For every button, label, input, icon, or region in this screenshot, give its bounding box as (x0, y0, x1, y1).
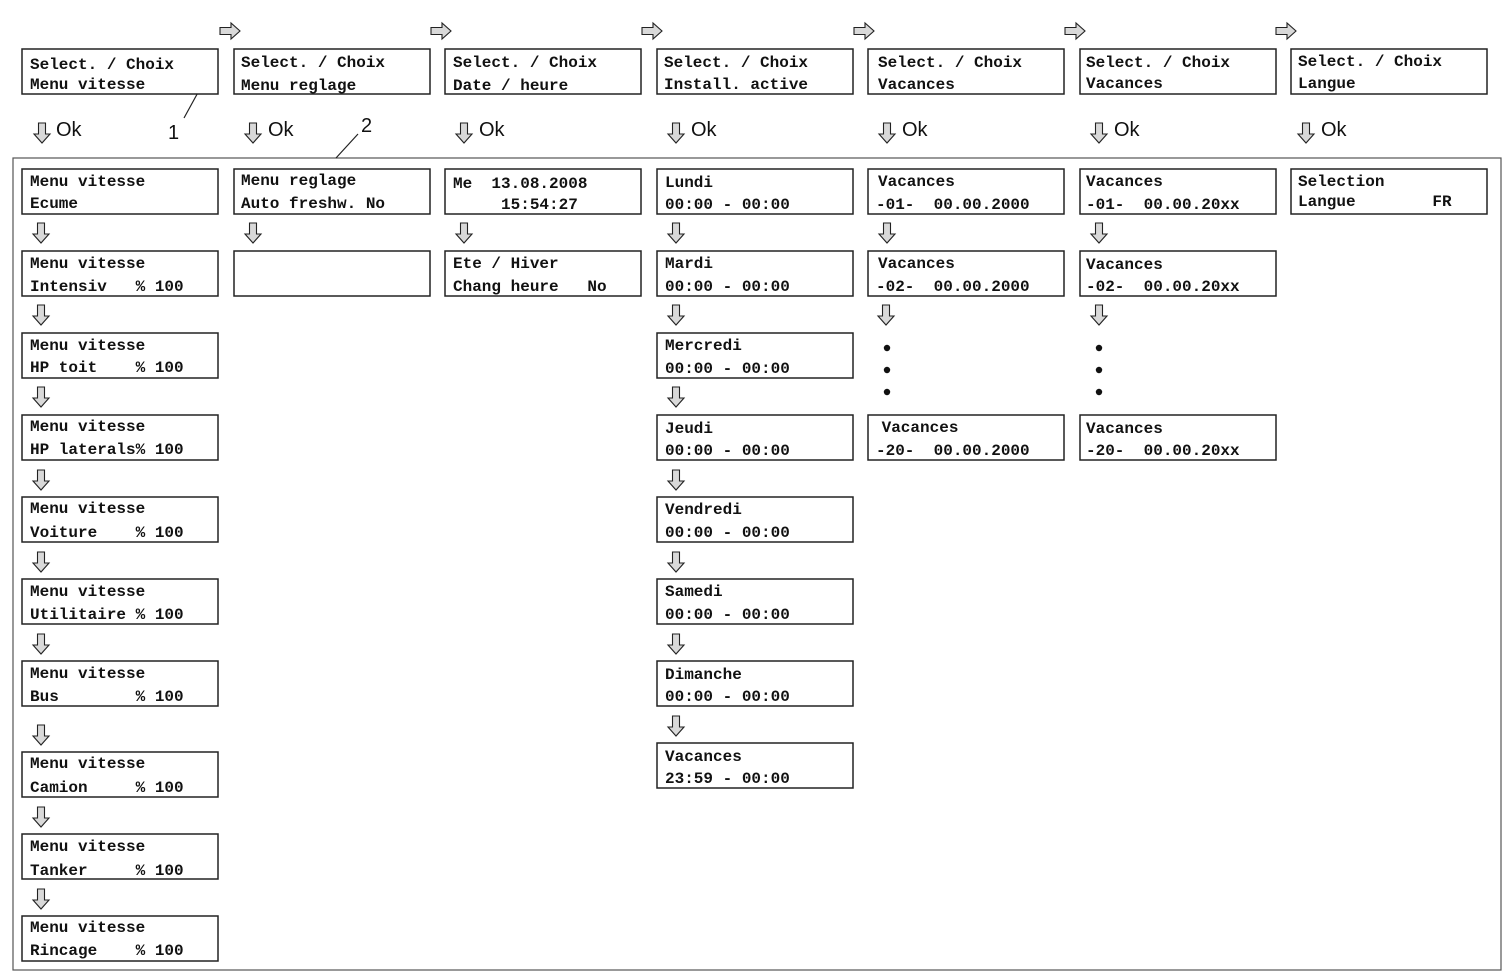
down-arrow-icon (245, 223, 261, 243)
lcd-line-2: Rincage % 100 (30, 942, 184, 960)
lcd-line-2: 00:00 - 00:00 (665, 688, 790, 706)
ok-arrow-icon (879, 123, 895, 143)
lcd-line-2: 15:54:27 (453, 196, 578, 214)
lcd-line-1: Menu vitesse (30, 500, 146, 518)
header-line-2: Vacances (878, 76, 955, 94)
down-arrow-icon (33, 305, 49, 325)
header-line-1: Select. / Choix (664, 54, 809, 72)
lcd-line-2: 00:00 - 00:00 (665, 278, 790, 296)
callout-1-label: 1 (168, 122, 180, 144)
lcd-line-1: Menu vitesse (30, 173, 146, 191)
lcd-line-1: Vacances (878, 255, 955, 273)
lcd-line-1: Lundi (665, 174, 714, 192)
down-arrow-icon (33, 889, 49, 909)
header-line-1: Select. / Choix (453, 54, 598, 72)
lcd-line-2: Camion % 100 (30, 779, 184, 797)
lcd-line-1: Mardi (665, 255, 714, 273)
down-arrow-icon (33, 470, 49, 490)
lcd-line-2: Utilitaire % 100 (30, 606, 184, 624)
down-arrow-icon (668, 470, 684, 490)
lcd-line-1: Menu vitesse (30, 665, 146, 683)
lcd-line-1: Vendredi (665, 501, 742, 519)
lcd-line-1: Ete / Hiver (453, 255, 559, 273)
lcd-line-2: 00:00 - 00:00 (665, 196, 790, 214)
lcd-line-2: HP laterals% 100 (30, 441, 184, 459)
lcd-line-1: Vacances (872, 419, 959, 437)
lcd-line-1: Menu reglage (241, 172, 357, 190)
ellipsis-dot (1096, 345, 1102, 351)
header-line-1: Select. / Choix (1086, 54, 1231, 72)
down-arrow-icon (668, 387, 684, 407)
lcd-line-2: Ecume (30, 195, 79, 213)
ellipsis-dot (884, 389, 890, 395)
lcd-line-1: Menu vitesse (30, 255, 146, 273)
down-arrow-icon (456, 223, 472, 243)
down-arrow-icon (668, 634, 684, 654)
lcd-line-1: Vacances (1086, 173, 1163, 191)
ok-label: Ok (56, 119, 82, 141)
ok-arrow-icon (1298, 123, 1314, 143)
lcd-box-empty (234, 251, 430, 296)
column-holidays-b (1080, 49, 1276, 460)
lcd-line-2: 00:00 - 00:00 (665, 606, 790, 624)
header-line-1: Select. / Choix (1298, 53, 1443, 71)
lcd-line-1: Menu vitesse (30, 583, 146, 601)
ok-arrow-icon (1091, 123, 1107, 143)
ok-arrow-icon (245, 123, 261, 143)
column-language (1291, 49, 1487, 214)
lcd-line-1: Vacances (878, 173, 955, 191)
lcd-line-2: HP toit % 100 (30, 359, 184, 377)
ok-label: Ok (691, 119, 717, 141)
lcd-line-1: Vacances (1086, 256, 1163, 274)
callout-2-label: 2 (361, 115, 373, 137)
ellipsis-dot (1096, 389, 1102, 395)
header-line-2: Langue (1298, 75, 1356, 93)
lcd-line-2: Auto freshw. No (241, 195, 386, 213)
down-arrow-icon (33, 725, 49, 745)
lcd-line-1: Menu vitesse (30, 337, 146, 355)
lcd-line-2: Bus % 100 (30, 688, 184, 706)
lcd-line-2: -20- 00.00.20xx (1086, 442, 1240, 460)
lcd-line-2: -01- 00.00.2000 (876, 196, 1030, 214)
lcd-line-1: Samedi (665, 583, 723, 601)
lcd-line-1: Menu vitesse (30, 418, 146, 436)
lcd-line-1: Me 13.08.2008 (453, 175, 588, 193)
ellipsis-dot (884, 367, 890, 373)
lcd-line-1: Menu vitesse (30, 755, 146, 773)
next-arrow-icon (1276, 23, 1296, 39)
ok-label: Ok (902, 119, 928, 141)
lcd-line-1: Jeudi (665, 420, 714, 438)
column-holidays-a (868, 49, 1064, 460)
next-arrow-icon (642, 23, 662, 39)
down-arrow-icon (33, 807, 49, 827)
lcd-line-2: 00:00 - 00:00 (665, 360, 790, 378)
down-arrow-icon (668, 223, 684, 243)
lcd-line-2: Chang heure No (453, 278, 607, 296)
down-arrow-icon (33, 223, 49, 243)
column-speed (22, 49, 218, 961)
ok-arrow-icon (34, 123, 50, 143)
header-line-1: Select. / Choix (241, 54, 386, 72)
lcd-line-1: Dimanche (665, 666, 742, 684)
header-line-2: Vacances (1086, 75, 1163, 93)
ellipsis-dot (1096, 367, 1102, 373)
lcd-line-2: -01- 00.00.20xx (1086, 196, 1240, 214)
lcd-line-2: Voiture % 100 (30, 524, 184, 542)
callout-2-leader (336, 134, 358, 158)
down-arrow-icon (879, 223, 895, 243)
down-arrow-icon (1091, 305, 1107, 325)
lcd-line-2: -02- 00.00.2000 (876, 278, 1030, 296)
lcd-line-1: Vacances (1086, 420, 1163, 438)
ok-label: Ok (1321, 119, 1347, 141)
lcd-line-2: 00:00 - 00:00 (665, 524, 790, 542)
header-line-1: Select. / Choix (30, 56, 175, 74)
down-arrow-icon (668, 716, 684, 736)
lcd-line-1: Menu vitesse (30, 838, 146, 856)
lcd-line-1: Selection (1298, 173, 1385, 191)
down-arrow-icon (878, 305, 894, 325)
next-arrow-icon (1065, 23, 1085, 39)
down-arrow-icon (33, 387, 49, 407)
next-arrow-icon (431, 23, 451, 39)
column-settings (234, 49, 430, 296)
header-line-1: Select. / Choix (878, 54, 1023, 72)
down-arrow-icon (668, 305, 684, 325)
lcd-line-2: Tanker % 100 (30, 862, 184, 880)
ellipsis-dot (884, 345, 890, 351)
ok-label: Ok (268, 119, 294, 141)
lcd-line-2: 00:00 - 00:00 (665, 442, 790, 460)
header-line-2: Menu vitesse (30, 76, 146, 94)
lcd-line-2: -02- 00.00.20xx (1086, 278, 1240, 296)
lcd-line-2: Langue FR (1298, 193, 1452, 211)
down-arrow-icon (33, 634, 49, 654)
ok-label: Ok (479, 119, 505, 141)
lcd-line-2: -20- 00.00.2000 (876, 442, 1030, 460)
down-arrow-icon (668, 552, 684, 572)
ok-arrow-icon (456, 123, 472, 143)
lcd-line-1: Vacances (665, 748, 742, 766)
lcd-line-2: Intensiv % 100 (30, 278, 184, 296)
next-arrow-icon (854, 23, 874, 39)
ok-arrow-icon (668, 123, 684, 143)
lcd-line-1: Menu vitesse (30, 919, 146, 937)
next-arrow-icon (220, 23, 240, 39)
header-line-2: Install. active (664, 76, 809, 94)
lcd-line-1: Mercredi (665, 337, 742, 355)
down-arrow-icon (1091, 223, 1107, 243)
ok-label: Ok (1114, 119, 1140, 141)
lcd-line-2: 23:59 - 00:00 (665, 770, 790, 788)
column-install (657, 49, 853, 788)
header-line-2: Menu reglage (241, 77, 357, 95)
header-line-2: Date / heure (453, 77, 569, 95)
column-datetime (445, 49, 641, 296)
down-arrow-icon (33, 552, 49, 572)
